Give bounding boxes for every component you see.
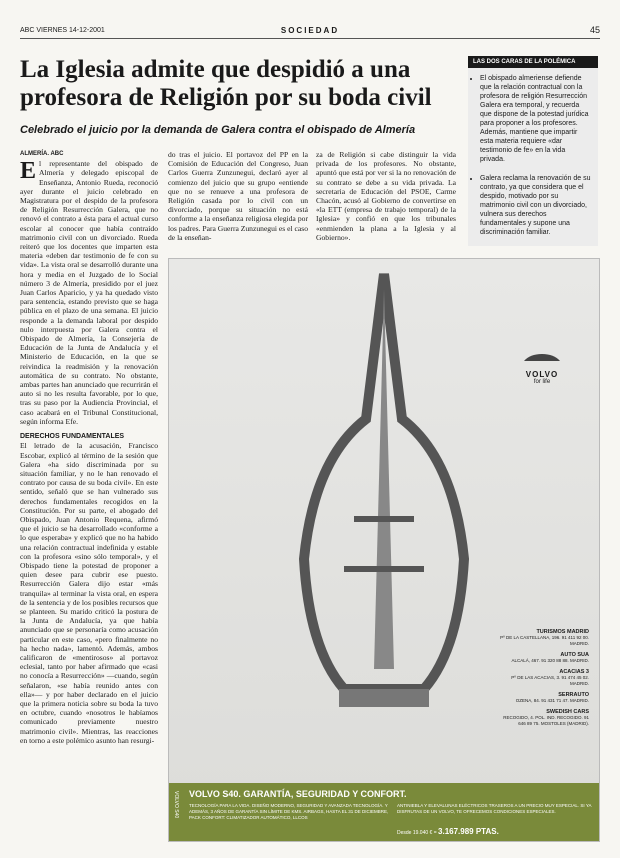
header-date: ABC VIERNES 14-12-2001: [20, 27, 105, 34]
dealer: SERRAUTO OZENA, 84. 91 431 71 47. MADRID.: [515, 692, 589, 703]
dealer: ACACIAS 3 Pº DE LAS ACACIAS, 3. 91 474 45 02. MADRID.: [511, 669, 589, 686]
sidebar-item: • Galera reclama la renovación de su contrato, ya que considera que el despido, motivado por su matrimonio civil con un divorciado, vulnera sus derechos fundamentales y supone una discriminación familiar.: [480, 174, 592, 237]
ad-text: TECNOLOGÍA PARA LA VIDA. DISEÑO MODERNO, SEGURIDAD Y AVANZADA TECNOLOGÍA. Y ADEMÁS, 3 AÑOS DE GARANTÍA SIN LÍMITE DE KMS. AIRBAGS, HASTA EL 31 DE DICIEMBRE, PACK CONFORT: CLIMATIZADOR AUTOMÁTICO, LLCOS: [189, 803, 389, 820]
subheadline: Celebrado el juicio por la demanda de Galera contra el obispado de Almería: [20, 124, 416, 136]
article-column-1: [20, 150, 158, 745]
car-icon: [522, 351, 562, 365]
dealer-list: [499, 629, 589, 732]
volvo-advertisement: [168, 258, 600, 842]
sidebar-item: • El obispado almeriense defiende que la relación contractual con la profesora de religión Resurrección Galera era temporal, y recuerda que dispone de la potestad jurídica para proponer a los profesores. Además, mantiene que impartir esta materia requiere «dar testimonio de fe» en la vida privada.: [480, 74, 592, 164]
ad-vertical-label: VOLVO S40: [173, 791, 179, 819]
article-text: l representante del obispado de Almería y delegado episcopal de Enseñanza, Antonio Rueda, reconoció ayer durante el juicio celebrado en Magistratura por el despido de la profesora de Religión Resurrección Galera, que no renovó el contrato a ésta para el actual curso escolar al conocer que había contraído matrimonio civil con un divorciado. Rueda reiteró que los docentes que imparten esta materia «deben dar testimonio de fe con su vida». La vista oral se desarrolló durante una hora y media en el Juzgado de lo Social número 3 de Almería, presidido por el juez Juan Carlos Aparicio, y ya ha quedado visto para sentencia, estando previsto que se haga pública en el plazo de una semana. El juicio responde a la demanda laboral por despido nulo interpuesta por Galera contra el Obispado de Almería, la Consejería de Educación de la Junta de Andalucía y el Ministerio de Educación, en la que se reivindica la readmisión y la renovación automática de su contrato. No obstante, ambas partes han anunciado que recurrirán el auto si no les resulta favorable, por lo que, tras su paso por la Audiencia Provincial, el caso acabará en el Tribunal Constitucional, según informa Efe.: [20, 159, 158, 426]
dropcap: E: [20, 158, 37, 185]
car-chassis-image: [284, 269, 484, 739]
dealer: SWEDISH CARS RECOGIDO, 4. POL. IND. RECOGIDO. 91 646 89 75. MOSTOLES (MADRID).: [503, 709, 589, 726]
ad-headline: VOLVO S40. GARANTÍA, SEGURIDAD Y CONFORT.: [189, 789, 407, 799]
ad-text: ANTINIEBLA Y ELEVALUNAS ELÉCTRICOS TRASEROS A UN PRECIO MUY ESPECIAL. SI YA DISFRUTAS DE UN VOLVO, TE OFRECEMOS CONDICIONES ESPECIALES.: [397, 803, 592, 814]
dealer: AUTO SUA ALCALÁ, 467. 91 320 88 88. MADRID.: [511, 652, 589, 663]
article-text: El letrado de la acusación, Francisco Escobar, explicó al término de la sesión que Galera «ha sido discriminada por su situación familiar, y no le han renovado el contrato por causa de su boda civil». En este sentido, señaló que se han vulnerado sus derechos fundamentales recogidos en la Constitución. Por su parte, el abogado del Obispado, Juan Antonio Requena, afirmó que el juicio se ha desarrollado «conforme a lo que esperaba» y explicó que no ha habido una relación contractual indefinida y estable con la profesora «sino sólo temporal», y el Obispado tiene la potestad de proponer a quien desee para cubrir ese puesto. Resurrección Galera dijo estar «más tranquila» al terminar la vista oral, en espera de la sentencia y de los posibles recursos que se planteen. Su marido criticó la postura de la Junta de Andalucía, ya que había anunciado que se personaría como acusación particular en este caso, «pero finalmente no ha hecho nada», lamentó. Además, ambos calificaron de «mentirosos» al portavoz eclesial, tanto por haber afirmado que «casi no conocía a Resurrección» —cuando, según señalaron, «se había reunido antes con ella»— y por haber declarado en el juicio que la primera noticia sobre su boda la tuvo en octubre, cuando «nosotros le habíamos comunicado previamente nuestro matrimonio civil». Mientras, las reacciones en torno a este polémico asunto han resurgi-: [20, 441, 158, 745]
brand-name: VOLVO: [525, 370, 559, 379]
article-column-2: do tras el juicio. El portavoz del PP en la Comisión de Educación del Congreso, Juan Carlos Guerra Zunzunegui, declaró ayer al comienzo del juicio que su grupo «entiende que no se renueve a una profesora de Religión casada por lo civil con un divorciado, porque su situación no está conforme a la enseñanza religiosa elegida por los padres. Para Guerra Zunzunegui es el caso de la enseñan-: [168, 150, 309, 242]
headline: La Iglesia admite que despidió a una profesora de Religión por su boda civil: [20, 56, 432, 111]
page-header: [20, 24, 600, 39]
sidebar-title: LAS DOS CARAS DE LA POLÉMICA: [468, 56, 598, 68]
volvo-logo: [497, 351, 587, 385]
page-number: 45: [589, 25, 600, 35]
sidebar-box: [468, 56, 598, 246]
dealer: TURISMOS MADRID Pº DE LA CASTELLANA, 196. 91 411 92 00. MADRID.: [500, 629, 589, 646]
section-title: SOCIEDAD: [280, 26, 340, 35]
subhead: DERECHOS FUNDAMENTALES: [20, 433, 125, 441]
ad-offer-band: [169, 783, 599, 841]
ad-price: Desde 19.040 € = 3.167.989 PTAS.: [397, 827, 499, 836]
dateline: ALMERÍA. ABC: [20, 151, 64, 157]
brand-tagline: for life: [533, 379, 551, 385]
article-column-3: za de Religión si cabe distinguir la vida privada de los profesores. No obstante, apuntó que está por ver si la no renovación de su contrato se debe a su vida privada. La secretaria de Educación del PSOE, Carme Chacón, acusó al Gobierno de convertirse en «la ETT (empresa de trabajo temporal) de la Iglesia» y confió en que los tribunales «enmienden la plana a la Iglesia y al Gobierno».: [316, 150, 456, 242]
